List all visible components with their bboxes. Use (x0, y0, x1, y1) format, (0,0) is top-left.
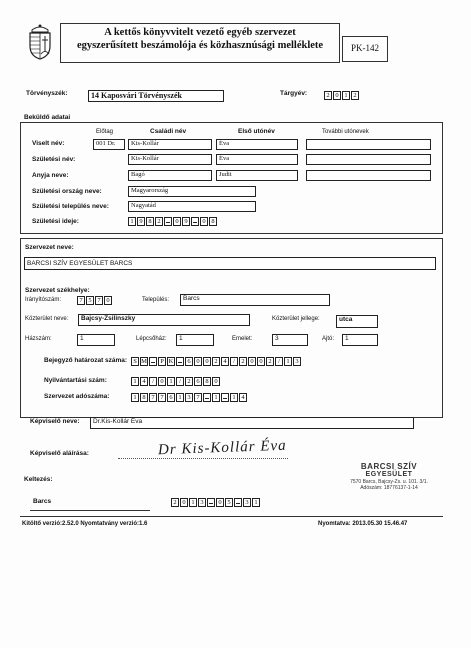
digit-cell[interactable]: 8 (140, 393, 148, 402)
used-name-other[interactable] (306, 139, 431, 150)
digit-cell[interactable]: 7 (149, 393, 157, 402)
col-other: További utónevek (322, 129, 369, 135)
digit-cell[interactable]: 2 (212, 357, 220, 366)
digit-cell[interactable]: 5 (86, 296, 94, 305)
rep-name-label: Képviselő neve: (30, 418, 80, 425)
house-label: Házszám: (25, 336, 52, 342)
dash-separator (234, 498, 242, 507)
birth-town-field[interactable]: Nagyatád (128, 201, 256, 212)
signature-line (118, 458, 288, 459)
digit-cell[interactable]: 2 (185, 377, 193, 386)
form-code: PK-142 (350, 43, 379, 53)
digit-cell[interactable]: 1 (128, 217, 136, 226)
digit-cell[interactable]: 0 (216, 498, 224, 507)
digit-cell[interactable]: 7 (194, 393, 202, 402)
digit-cell[interactable]: S (131, 357, 139, 366)
floor-field[interactable]: 3 (272, 334, 308, 346)
digit-cell[interactable]: 2 (239, 357, 247, 366)
digit-cell[interactable]: 6 (185, 357, 193, 366)
tax-number[interactable] (131, 393, 248, 402)
org-name-label: Szervezet neve: (25, 244, 74, 251)
dash-separator (164, 217, 172, 226)
birth-country-label: Születési ország neve: (32, 188, 102, 195)
court-label: Törvényszék: (26, 90, 68, 97)
digit-cell[interactable]: 7 (95, 296, 103, 305)
digit-cell[interactable]: 1 (342, 91, 350, 100)
printed-text: Nyomtatva: 2013.05.30 15.46.47 (318, 521, 408, 527)
birth-name-family[interactable]: Kis-Kollár (128, 154, 212, 165)
digit-cell[interactable]: 0 (173, 217, 181, 226)
digit-cell[interactable]: 0 (158, 377, 166, 386)
version-text: Kitöltő verzió:2.52.0 Nyomtatvány verzió:1.6 (22, 521, 148, 527)
rep-signature-label: Képviselő aláírása: (30, 450, 89, 457)
digit-cell[interactable]: P (158, 357, 166, 366)
year-digits[interactable] (324, 91, 360, 100)
digit-cell[interactable]: 1 (212, 393, 220, 402)
digit-cell[interactable]: 4 (221, 357, 229, 366)
digit-cell[interactable]: 0 (203, 357, 211, 366)
digit-cell[interactable]: 0 (104, 296, 112, 305)
col-family: Családi név (150, 128, 187, 135)
door-label: Ajtó: (322, 336, 335, 342)
digit-cell[interactable]: 1 (284, 357, 292, 366)
mother-other[interactable] (306, 170, 431, 181)
seat-label: Szervezet székhelye: (25, 287, 90, 294)
birth-name-label: Születési név: (32, 156, 76, 163)
stair-label: Lépcsőház: (136, 336, 167, 342)
stamp-line-2: EGYESÜLET (365, 471, 413, 478)
stair-field[interactable]: 1 (176, 334, 214, 346)
tax-label: Szervezet adószáma: (44, 393, 110, 400)
sender-section-title: Beküldő adatai (24, 114, 71, 121)
dash-separator (149, 357, 157, 366)
birth-name-first[interactable]: Éva (216, 154, 298, 165)
slash-separator: / (176, 377, 184, 386)
title-line-1: A kettős könyvvitelt vezető egyéb szervezet (104, 27, 296, 38)
court-field[interactable]: 14 Kaposvári Törvényszék (88, 90, 224, 102)
title-line-2: egyszerűsített beszámolója és közhasznúsági melléklete (76, 40, 324, 51)
digit-cell[interactable]: 3 (198, 498, 206, 507)
digit-cell[interactable]: 9 (182, 217, 190, 226)
col-first: Első utónév (238, 128, 275, 135)
zip-label: Irányítószám: (25, 297, 62, 303)
digit-cell[interactable]: 8 (146, 217, 154, 226)
digit-cell[interactable]: 1 (252, 498, 260, 507)
digit-cell[interactable]: 0 (194, 357, 202, 366)
handwritten-signature: Dr Kis-Kollár Éva (157, 437, 287, 459)
mother-family[interactable]: Bagó (128, 170, 212, 181)
floor-label: Emelet: (232, 336, 253, 342)
rep-name-field[interactable]: Dr.Kis-Kollár Éva (90, 417, 414, 429)
town-label: Település: (142, 297, 170, 303)
digit-cell[interactable]: K (168, 358, 174, 365)
digit-cell[interactable]: 1 (167, 377, 175, 386)
house-field[interactable]: 1 (77, 334, 115, 346)
town-field[interactable]: Barcs (180, 294, 330, 306)
digit-cell[interactable]: 6 (194, 377, 202, 386)
birth-date[interactable] (128, 217, 218, 226)
dash-separator (203, 393, 211, 402)
digit-cell[interactable]: 0 (200, 217, 208, 226)
digit-cell[interactable]: 7 (77, 296, 85, 305)
used-name-family[interactable]: Kis-Kollár (128, 139, 212, 150)
mother-label: Anyja neve: (32, 172, 69, 179)
digit-cell[interactable]: 3 (243, 498, 251, 507)
digit-cell[interactable]: M (141, 358, 147, 365)
footer-line (20, 516, 443, 517)
digit-cell[interactable]: 1 (230, 393, 238, 402)
digit-cell[interactable]: 3 (293, 357, 301, 366)
digit-cell[interactable]: 3 (185, 393, 193, 402)
digit-cell[interactable]: 2 (171, 498, 179, 507)
digit-cell[interactable]: 5 (225, 498, 233, 507)
record-number[interactable] (131, 377, 221, 386)
digit-cell[interactable]: 1 (131, 377, 139, 386)
dash-separator (176, 357, 184, 366)
stamp-line-4: Adószám: 18776137-1-14 (360, 485, 418, 491)
digit-cell[interactable]: 4 (140, 377, 148, 386)
used-name-label: Viselt név: (32, 140, 65, 147)
street-type-field[interactable]: utca (336, 315, 378, 328)
col-prefix: Előtag (96, 129, 114, 135)
dated-place[interactable]: Barcs (33, 498, 52, 505)
birth-name-other[interactable] (306, 154, 431, 165)
mother-first[interactable]: Judit (216, 170, 298, 181)
digit-cell[interactable]: 2 (266, 357, 274, 366)
dated-date[interactable] (171, 498, 261, 507)
zip-digits[interactable] (77, 296, 113, 305)
digit-cell[interactable]: 2 (155, 217, 163, 226)
digit-cell[interactable]: 9 (137, 217, 145, 226)
dash-separator (191, 217, 199, 226)
digit-cell[interactable]: 8 (209, 217, 217, 226)
stamp-line-1: BARCSI SZÍV (360, 462, 418, 471)
slash-separator: / (149, 377, 157, 386)
birth-date-label: Születési ideje: (32, 218, 79, 225)
coat-of-arms-icon (26, 22, 54, 60)
dated-label: Keltezés: (24, 476, 53, 483)
slash-separator: / (275, 357, 283, 366)
birth-town-label: Születési település neve: (32, 203, 109, 210)
dash-separator (221, 393, 229, 402)
birth-country-field[interactable]: Magyarország (128, 186, 256, 197)
reg-number[interactable] (131, 357, 302, 366)
digit-cell[interactable]: 0 (248, 357, 256, 366)
digit-cell[interactable]: 7 (158, 393, 166, 402)
digit-cell[interactable]: 8 (203, 377, 211, 386)
street-label: Közterület neve: (25, 316, 69, 322)
year-label: Tárgyév: (280, 90, 308, 97)
used-name-first[interactable]: Éva (216, 139, 298, 150)
digit-cell[interactable]: 0 (180, 498, 188, 507)
dash-separator (207, 498, 215, 507)
street-type-label: Közterület jellege: (272, 316, 320, 322)
street-field[interactable]: Bajcsy-Zsilinszky (78, 314, 250, 326)
digit-cell[interactable]: 1 (189, 498, 197, 507)
record-label: Nyilvántartási szám: (44, 377, 107, 384)
digit-cell[interactable]: 1 (176, 393, 184, 402)
reg-label: Bejegyző határozat száma: (44, 357, 128, 364)
digit-cell[interactable]: 2 (324, 91, 332, 100)
slash-separator: / (230, 357, 238, 366)
stamp-line-3: 7570 Barcs, Bajcsy-Zs. u. 101. 3/1. (350, 479, 428, 485)
digit-cell[interactable]: 4 (239, 393, 247, 402)
digit-cell[interactable]: 0 (333, 91, 341, 100)
digit-cell[interactable]: 2 (351, 91, 359, 100)
used-name-prefix[interactable]: 001 Dr. (93, 139, 125, 150)
digit-cell[interactable]: 0 (212, 377, 220, 386)
digit-cell[interactable]: 1 (131, 393, 139, 402)
door-field[interactable]: 1 (342, 334, 378, 346)
digit-cell[interactable]: 0 (257, 357, 265, 366)
digit-cell[interactable]: 6 (167, 393, 175, 402)
org-name-field[interactable]: BARCSI SZÍV EGYESÜLET BARCS (24, 257, 436, 270)
organisation-stamp (334, 462, 444, 491)
dated-place-line (30, 510, 150, 511)
